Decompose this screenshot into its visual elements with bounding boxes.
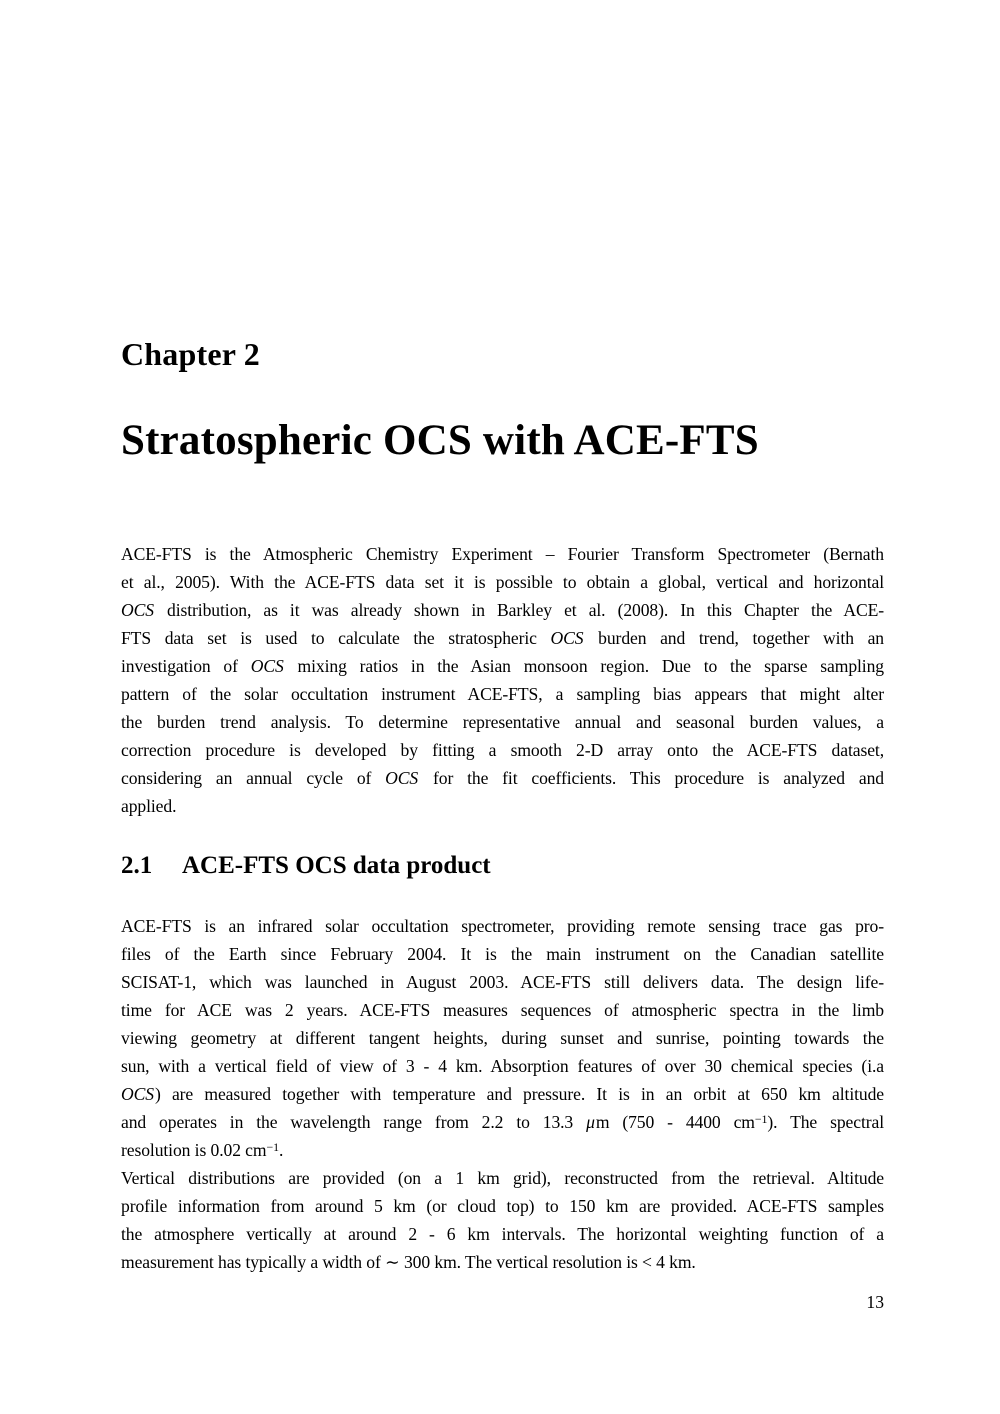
text-line: profile information from around 5 km (or cloud top) to 150 km are provided. ACE-FTS samples [121, 1196, 884, 1216]
text-line: resolution is 0.02 $cm^{-1}$. [121, 1139, 284, 1160]
page-number: 13 [866, 1292, 884, 1312]
text-line: sun, with a vertical field of view of 3 - 4 km. Absorption features of over 30 chemical species (i.a [121, 1056, 884, 1076]
section-title: ACE-FTS OCS data product [182, 852, 491, 879]
text-line: files of the Earth since February 2004. It is the main instrument on the Canadian satellite [121, 944, 884, 964]
text-line: time for ACE was 2 years. ACE-FTS measures sequences of atmospheric spectra in the limb [121, 1000, 884, 1020]
text-line: OCS distribution, as it was already shown in Barkley et al. (2008). In this Chapter the ACE- [121, 600, 884, 620]
text-line: the burden trend analysis. To determine representative annual and seasonal burden values, a [121, 712, 884, 732]
chapter-label: Chapter 2 [121, 336, 260, 372]
page-content [121, 0, 884, 1414]
text-line: considering an annual cycle of OCS for the fit coefficients. This procedure is analyzed and [121, 768, 884, 788]
text-line: FTS data set is used to calculate the stratospheric OCS burden and trend, together with an [121, 628, 884, 648]
text-line: OCS) are measured together with temperature and pressure. It is in an orbit at 650 km altitude [121, 1084, 884, 1104]
body-paragraph-2 [121, 1164, 884, 1276]
text-line: viewing geometry at different tangent heights, during sunset and sunrise, pointing towards the [121, 1028, 884, 1048]
section-heading [121, 852, 491, 880]
chapter-title: Stratospheric OCS with ACE-FTS [121, 417, 759, 464]
text-line: measurement has typically a width of ∼ 300 km. The vertical resolution is < 4 km. [121, 1252, 696, 1272]
text-line: et al., 2005). With the ACE-FTS data set it is possible to obtain a global, vertical and horizontal [121, 572, 884, 592]
section-number: 2.1 [121, 852, 153, 879]
text-line: investigation of OCS mixing ratios in the Asian monsoon region. Due to the sparse sampling [121, 656, 884, 676]
text-line: applied. [121, 796, 177, 816]
text-line: correction procedure is developed by fitting a smooth 2-D array onto the ACE-FTS dataset, [121, 740, 884, 760]
intro-paragraph [121, 540, 884, 820]
text-line: and operates in the wavelength range from 2.2 to 13.3 μm (750 - 4400 $cm^{-1}$). The spectral [121, 1111, 884, 1132]
text-line: SCISAT-1, which was launched in August 2003. ACE-FTS still delivers data. The design life- [121, 972, 884, 992]
text-line: Vertical distributions are provided (on a 1 km grid), reconstructed from the retrieval. Altitude [121, 1168, 884, 1188]
body-paragraph-1 [121, 912, 884, 1164]
text-line: pattern of the solar occultation instrument ACE-FTS, a sampling bias appears that might alter [121, 684, 884, 704]
text-line: ACE-FTS is the Atmospheric Chemistry Experiment – Fourier Transform Spectrometer (Bernath [121, 544, 884, 564]
text-line: ACE-FTS is an infrared solar occultation spectrometer, providing remote sensing trace gas pro- [121, 916, 884, 936]
text-line: the atmosphere vertically at around 2 - 6 km intervals. The horizontal weighting function of a [121, 1224, 884, 1244]
